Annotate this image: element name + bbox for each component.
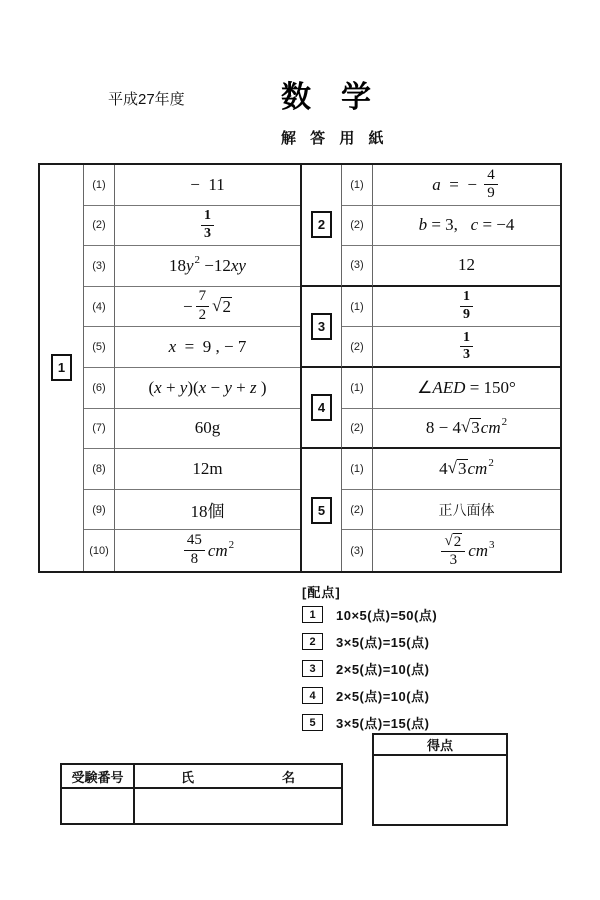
answers-table xyxy=(38,163,562,573)
fraction: $\frac{1}{3}$ xyxy=(201,209,214,241)
answer-cell: 4 √ 3 cm 2 xyxy=(373,449,560,490)
scoring-row xyxy=(302,632,437,651)
item-number-cell: (1) xyxy=(342,287,373,328)
sqrt-radical: √ 3 xyxy=(447,458,467,479)
item-number-cell: (2) xyxy=(342,490,373,531)
score-label: 得点 xyxy=(374,735,506,756)
item-number-cell: (1) xyxy=(84,165,115,206)
answer-cell: ( x + y )( x − y + z ) xyxy=(115,368,300,409)
answer-cell xyxy=(115,206,300,247)
problem-number-cell xyxy=(302,368,342,449)
item-number-cell: (1) xyxy=(342,449,373,490)
item-number-cell: (5) xyxy=(84,327,115,368)
name-label xyxy=(135,765,341,787)
page-subtitle: 解 答 用 紙 xyxy=(281,130,389,147)
sqrt-radical: √ 2 xyxy=(212,295,231,316)
item-number-cell: (4) xyxy=(84,287,115,328)
examinee-number-field xyxy=(62,789,135,823)
problem-number-cell xyxy=(302,449,342,571)
fraction: $\frac{45}{8}$ xyxy=(184,533,205,568)
problem-number-box: 1 xyxy=(51,354,72,381)
problem-number-box: 4 xyxy=(302,687,323,704)
item-number-cell: (6) xyxy=(84,368,115,409)
scoring-row xyxy=(302,713,437,732)
answer-cell: $\frac{45}{8}$ cm 2 xyxy=(115,530,300,571)
item-number-cell: (10) xyxy=(84,530,115,571)
problem-number-cell xyxy=(302,165,342,287)
answer-cell: − $\frac{7}{2}$ √ 2 xyxy=(115,287,300,328)
problem-number-cell xyxy=(40,165,84,571)
answer-cell xyxy=(373,327,560,368)
scoring-formula: 3×5(点)=15(点) xyxy=(336,635,430,650)
fraction: $\frac{7}{2}$ xyxy=(196,289,210,324)
answer-cell: b = 3, c = −4 xyxy=(373,206,560,247)
problem-number-box: 5 xyxy=(311,497,332,524)
item-number-cell: (2) xyxy=(342,327,373,368)
item-number-cell: (2) xyxy=(342,409,373,450)
item-number-cell: (1) xyxy=(342,368,373,409)
answer-cell: x = 9 , − 7 xyxy=(115,327,300,368)
examinee-table-header xyxy=(62,765,341,789)
page-title: 数 学 xyxy=(281,81,371,114)
item-number-cell: (9) xyxy=(84,490,115,531)
answer-cell: √ 2 3 cm 3 xyxy=(373,530,560,571)
table-right-half xyxy=(302,165,560,571)
score-box xyxy=(372,733,508,826)
answer-cell: − 11 xyxy=(115,165,300,206)
fraction: √ 2 3 xyxy=(441,533,465,569)
scoring-row xyxy=(302,659,437,678)
item-number-cell: (8) xyxy=(84,449,115,490)
examinee-table xyxy=(60,763,343,825)
examinee-number-label: 受験番号 xyxy=(62,765,135,787)
sqrt-radical: √ 2 xyxy=(444,532,462,550)
fraction: $\frac{1}{9}$ xyxy=(460,290,473,322)
problem-number-box: 3 xyxy=(302,660,323,677)
table-left-half xyxy=(40,165,302,571)
item-number-cell: (3) xyxy=(342,246,373,287)
answer-cell: 12 xyxy=(373,246,560,287)
scoring-formula: 3×5(点)=15(点) xyxy=(336,716,430,731)
problem-number-box: 5 xyxy=(302,714,323,731)
school-year: 平成27年度 xyxy=(108,91,185,108)
item-number-cell: (7) xyxy=(84,409,115,450)
scoring-formula: 2×5(点)=10(点) xyxy=(336,662,430,677)
answer-cell: 12m xyxy=(115,449,300,490)
name-field xyxy=(135,789,341,823)
score-field xyxy=(374,756,506,824)
item-number-cell: (2) xyxy=(342,206,373,247)
fraction: $\frac{4}{9}$ xyxy=(484,168,498,203)
item-number-cell: (2) xyxy=(84,206,115,247)
problem-number-box: 1 xyxy=(302,606,323,623)
item-number-cell: (3) xyxy=(342,530,373,571)
scoring-section xyxy=(302,582,437,740)
scoring-formula: 10×5(点)=50(点) xyxy=(336,608,438,623)
answer-cell xyxy=(373,287,560,328)
scoring-label: [配点] xyxy=(302,585,341,600)
scoring-row xyxy=(302,686,437,705)
answer-cell: 8 − 4 √ 3 cm 2 xyxy=(373,409,560,450)
name-label-left: 氏 xyxy=(181,769,195,785)
problem-number-cell xyxy=(302,287,342,368)
problem-number-box: 2 xyxy=(302,633,323,650)
scoring-row xyxy=(302,605,437,624)
sqrt-radical: √ 3 xyxy=(460,417,480,438)
item-number-cell: (3) xyxy=(84,246,115,287)
problem-number-box: 4 xyxy=(311,394,332,421)
answer-cell: 60g xyxy=(115,409,300,450)
answer-cell: a = − $\frac{4}{9}$ xyxy=(373,165,560,206)
item-number-cell: (1) xyxy=(342,165,373,206)
answer-cell: 18個 xyxy=(115,490,300,531)
scoring-formula: 2×5(点)=10(点) xyxy=(336,689,430,704)
name-label-right: 名 xyxy=(281,769,295,785)
answer-cell: 18 y 2 −12 xy xyxy=(115,246,300,287)
examinee-table-body xyxy=(62,789,341,823)
problem-number-box: 2 xyxy=(311,211,332,238)
problem-number-box: 3 xyxy=(311,313,332,340)
fraction: $\frac{1}{3}$ xyxy=(460,331,473,363)
answer-cell: ∠ AED = 150° xyxy=(373,368,560,409)
answer-cell: 正八面体 xyxy=(373,490,560,531)
